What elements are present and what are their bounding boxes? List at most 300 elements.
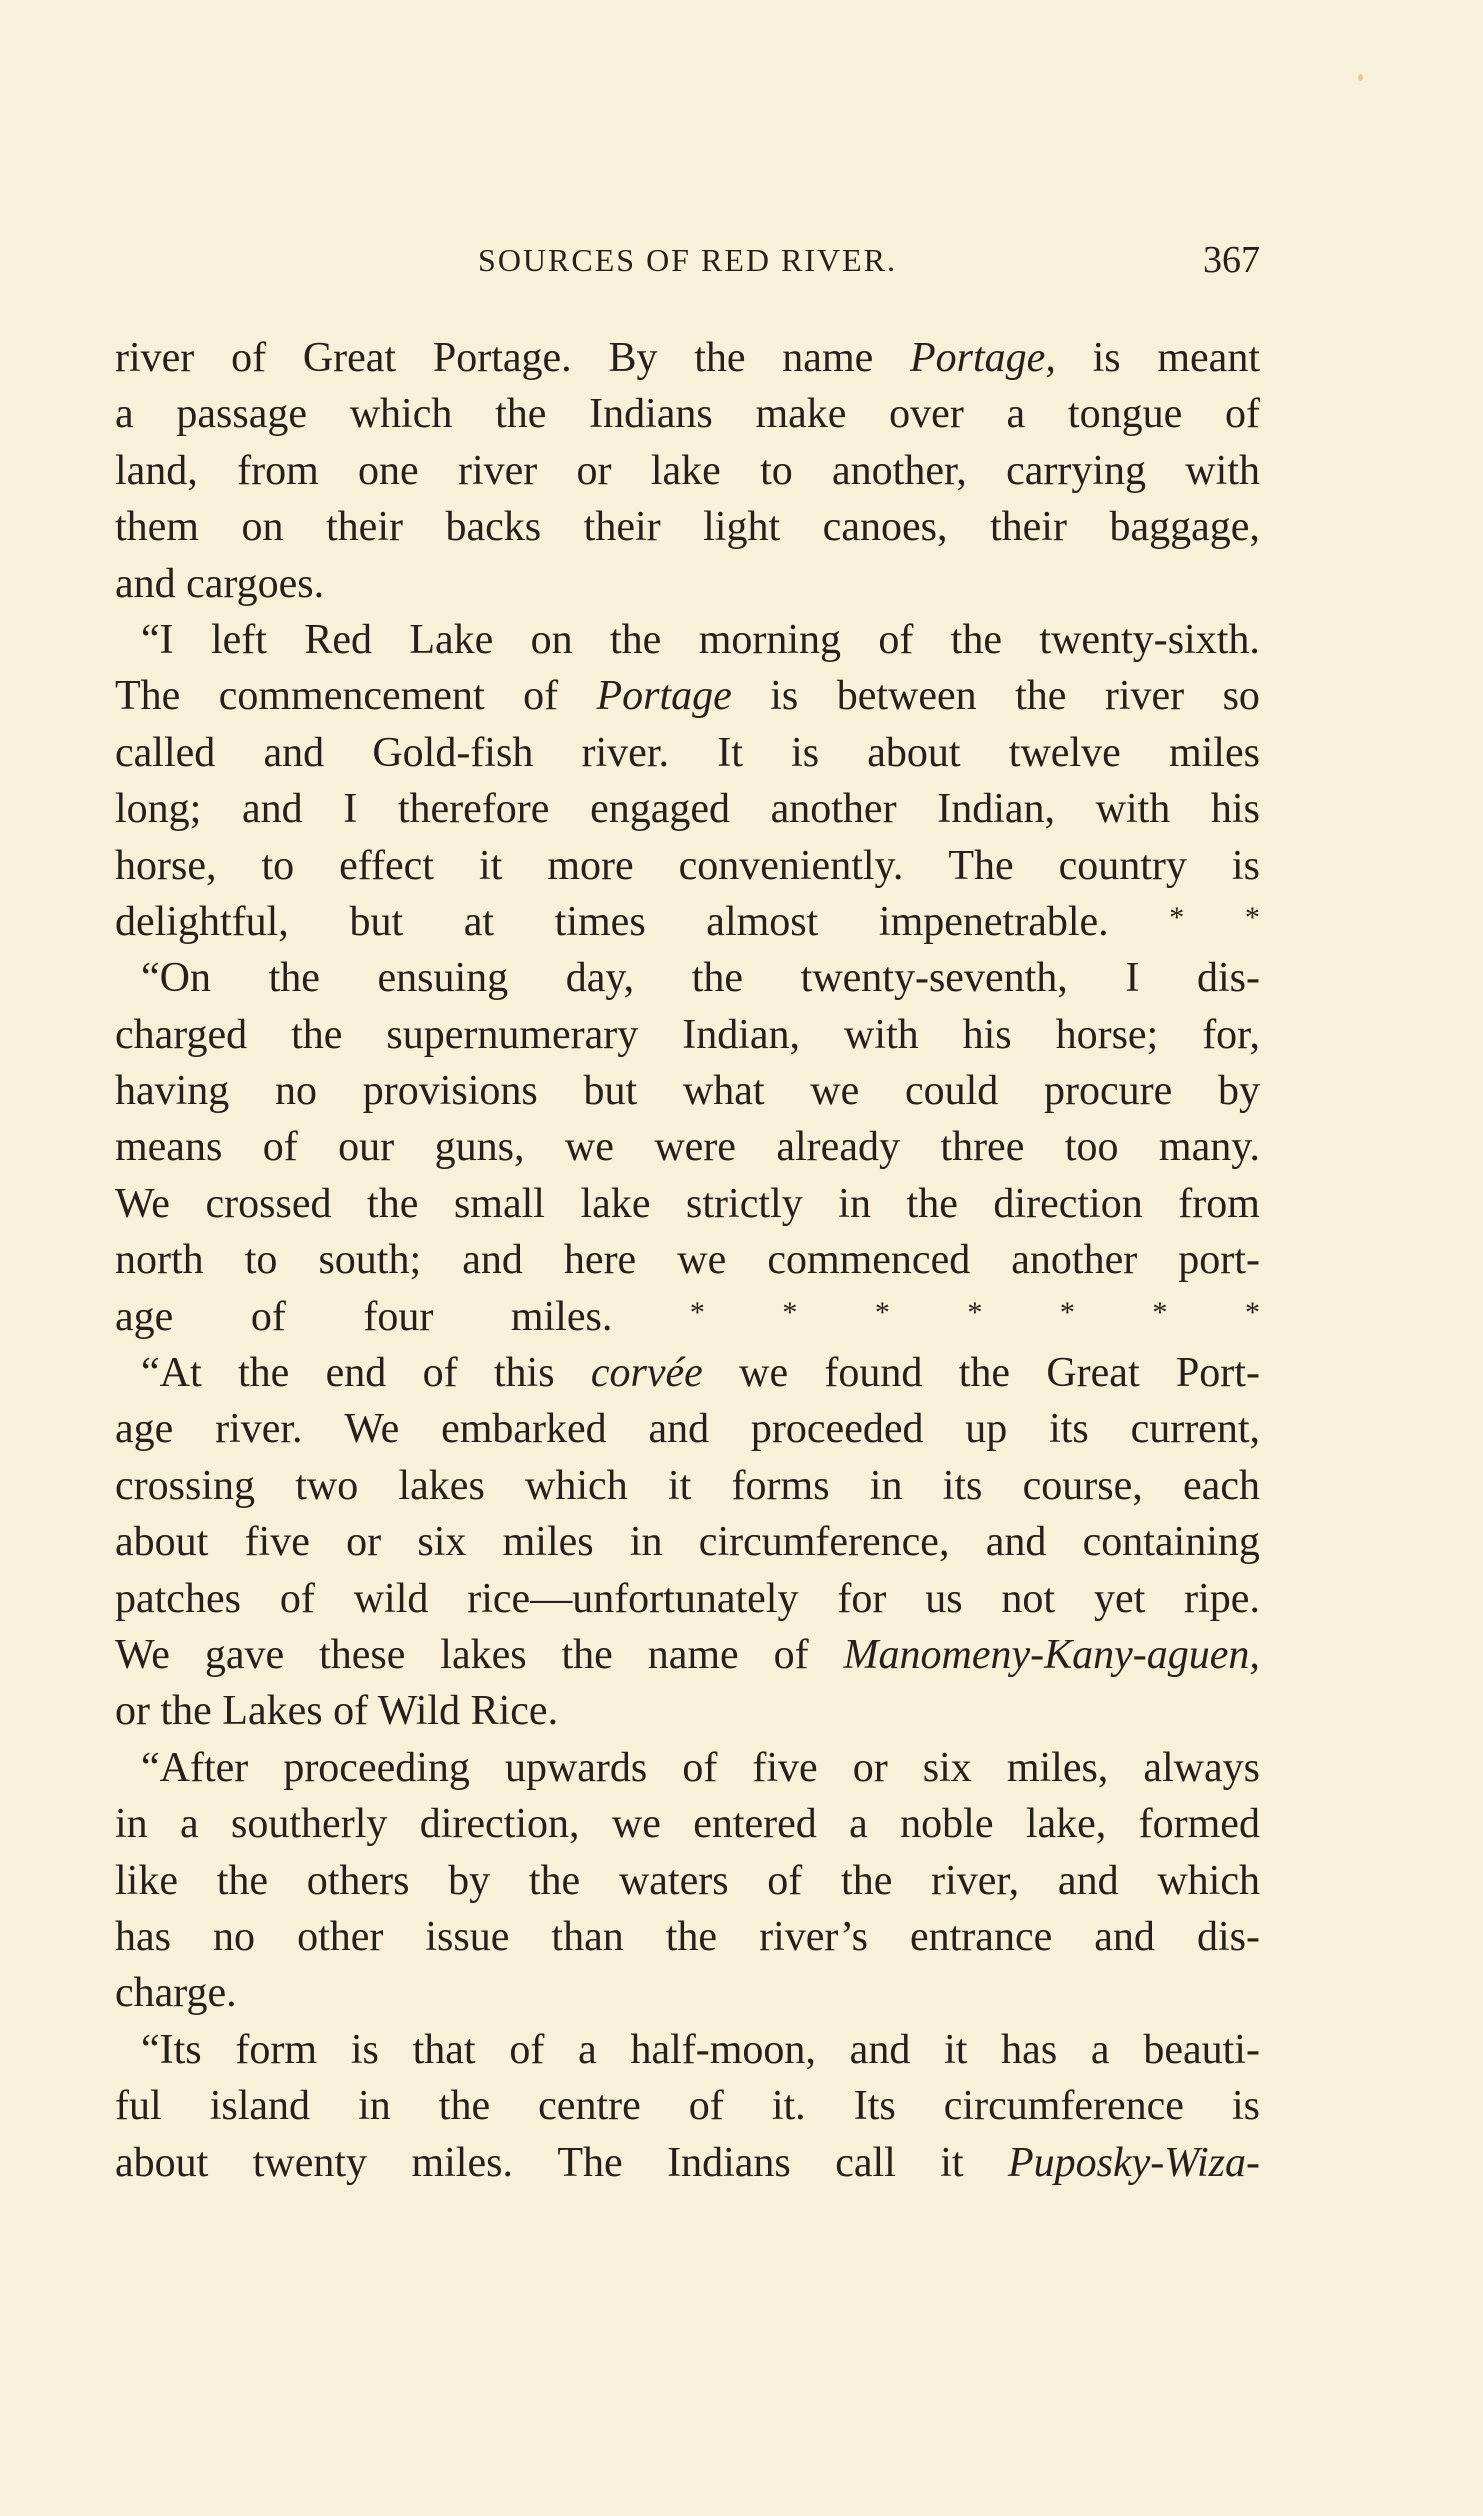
- word: lakes: [440, 1631, 527, 1678]
- word: their: [326, 504, 403, 551]
- word: delightful,: [115, 898, 289, 945]
- word: small: [453, 1180, 545, 1227]
- word: the: [367, 1180, 419, 1227]
- word: of: [262, 1124, 298, 1171]
- word: rice—unfortunately: [467, 1575, 799, 1622]
- text-line: [115, 1571, 1260, 1627]
- word: is: [770, 673, 799, 720]
- word: the: [291, 1011, 343, 1058]
- word: By: [608, 335, 658, 381]
- word: Indian,: [682, 1011, 801, 1058]
- word: canoes,: [822, 504, 948, 551]
- text-line: [115, 1007, 1260, 1063]
- word: the: [906, 1180, 958, 1227]
- word: others: [306, 1857, 410, 1904]
- word: wild: [353, 1575, 429, 1622]
- word: of: [523, 673, 559, 720]
- word: we: [564, 1124, 614, 1171]
- word: engaged: [590, 786, 730, 833]
- word: and: [263, 729, 325, 776]
- word: and: [1094, 1913, 1155, 1960]
- word: of: [250, 1293, 286, 1340]
- text-line: [115, 443, 1260, 499]
- running-title: SOURCES OF RED RIVER.: [478, 242, 897, 278]
- word: and: [1057, 1857, 1119, 1904]
- text-line: [115, 330, 1260, 386]
- word: crossed: [205, 1180, 332, 1227]
- word: to: [760, 447, 793, 494]
- word: the: [237, 1350, 290, 1397]
- word: river.: [215, 1406, 303, 1453]
- word: circumference,: [698, 1519, 950, 1566]
- word: these: [319, 1631, 406, 1678]
- text-line: [115, 499, 1260, 555]
- word: it.: [771, 2083, 806, 2130]
- word: miles: [1168, 729, 1260, 776]
- word: horse;: [1055, 1011, 1159, 1058]
- text-line: [115, 1063, 1260, 1119]
- word: “Its: [141, 2026, 202, 2073]
- word: charged: [115, 1011, 248, 1058]
- word: miles,: [1006, 1744, 1109, 1791]
- italic-term: Puposky-Wiza-: [1008, 2139, 1260, 2186]
- word: the: [691, 955, 744, 1002]
- word: to: [244, 1237, 278, 1284]
- word: half-moon,: [630, 2026, 816, 2073]
- word: Portage.: [432, 335, 572, 381]
- word: four: [363, 1293, 434, 1340]
- word: us: [925, 1575, 963, 1622]
- word: issue: [425, 1913, 510, 1960]
- italic-term: Portage: [596, 673, 732, 720]
- word: I: [1125, 955, 1140, 1002]
- word: another: [770, 786, 897, 833]
- word: and: [241, 786, 303, 833]
- word: gave: [204, 1631, 285, 1678]
- word: six: [417, 1519, 467, 1566]
- word: current,: [1130, 1406, 1260, 1453]
- word: its: [942, 1462, 983, 1509]
- word: and: [849, 2026, 911, 2073]
- word: effect: [339, 842, 434, 889]
- text-line: [115, 725, 1260, 781]
- word: a: [115, 391, 134, 438]
- text-line: [115, 668, 1260, 724]
- word: river’s: [759, 1913, 868, 1960]
- word: day,: [565, 955, 635, 1002]
- word: “I: [141, 616, 174, 663]
- word: or: [346, 1519, 382, 1566]
- word: and cargoes.: [115, 560, 325, 607]
- ellipsis-asterisk: *: [1169, 900, 1185, 934]
- word: north: [115, 1237, 204, 1284]
- word: the: [268, 955, 320, 1002]
- text-line: [115, 1176, 1260, 1232]
- word: always: [1143, 1744, 1260, 1791]
- word: over: [889, 391, 964, 438]
- word: We: [115, 1631, 170, 1678]
- word: backs: [445, 504, 542, 551]
- word: or the Lakes of Wild Rice.: [115, 1688, 559, 1735]
- word: lakes: [398, 1462, 485, 1509]
- word: call: [835, 2139, 896, 2186]
- word: Its: [853, 2083, 896, 2130]
- word: in: [869, 1462, 903, 1509]
- ellipsis-asterisk: *: [967, 1295, 983, 1329]
- word: which: [525, 1462, 628, 1509]
- word: we: [810, 1068, 860, 1115]
- word: yet: [1093, 1575, 1146, 1622]
- word: dis-: [1196, 1913, 1260, 1960]
- word: by: [448, 1857, 491, 1904]
- italic-term: Manomeny-Kany-aguen,: [843, 1631, 1260, 1678]
- word: we: [677, 1237, 727, 1284]
- word: in: [629, 1519, 663, 1566]
- word: dis-: [1196, 955, 1260, 1002]
- word: country: [1058, 842, 1187, 889]
- word: river: [457, 447, 538, 494]
- word: five: [244, 1519, 310, 1566]
- word: at: [463, 898, 495, 945]
- word: the: [1015, 673, 1067, 720]
- word: upwards: [504, 1744, 648, 1791]
- word: twelve: [1008, 729, 1121, 776]
- text-line: [115, 1853, 1260, 1909]
- page-number: 367: [1203, 239, 1260, 281]
- word: miles: [502, 1519, 594, 1566]
- word: a: [578, 2026, 597, 2073]
- word: light: [703, 504, 781, 551]
- word: island: [209, 2083, 311, 2130]
- word: commencement: [218, 673, 485, 720]
- text-line: [115, 1458, 1260, 1514]
- word: the: [216, 1857, 269, 1904]
- word: and: [462, 1237, 523, 1284]
- word: is: [791, 729, 820, 776]
- word: the: [610, 616, 662, 663]
- word: south;: [318, 1237, 422, 1284]
- text-line: [115, 1289, 1260, 1345]
- word: lake: [650, 447, 721, 494]
- word: miles.: [510, 1293, 613, 1340]
- word: already: [776, 1124, 900, 1171]
- word: of: [773, 1631, 809, 1678]
- ellipsis-asterisk: *: [782, 1295, 798, 1329]
- word: southerly: [231, 1801, 388, 1848]
- word: of: [231, 335, 267, 381]
- word: almost: [706, 898, 819, 945]
- word: on: [241, 504, 284, 551]
- word: the: [950, 616, 1003, 663]
- word: carrying: [1006, 447, 1146, 494]
- word: lake,: [1025, 1801, 1107, 1848]
- word: is: [1231, 2083, 1260, 2130]
- word: river: [115, 335, 195, 381]
- ellipsis-asterisk: *: [689, 1295, 705, 1329]
- word: called: [115, 729, 216, 776]
- word: I: [343, 786, 358, 833]
- text-line: [115, 1740, 1260, 1796]
- word: We: [344, 1406, 400, 1453]
- word: twenty-sixth.: [1039, 616, 1260, 663]
- word: ripe.: [1184, 1575, 1260, 1622]
- italic-term: corvée: [590, 1350, 703, 1397]
- word: a: [1006, 391, 1026, 438]
- word: Red: [304, 616, 372, 663]
- word: their: [583, 504, 661, 551]
- word: than: [551, 1913, 624, 1960]
- word: ensuing: [377, 955, 509, 1002]
- word: it: [478, 842, 503, 889]
- word: waters: [618, 1857, 729, 1904]
- word: their: [989, 504, 1067, 551]
- word: charge.: [115, 1970, 237, 2017]
- word: conveniently.: [678, 842, 904, 889]
- word: the: [665, 1913, 718, 1960]
- word: the: [495, 391, 547, 438]
- ellipsis-asterisk: *: [1059, 1295, 1075, 1329]
- word: by: [1217, 1068, 1260, 1115]
- word: patches: [115, 1575, 241, 1622]
- word: six: [922, 1744, 972, 1791]
- word: it: [940, 2139, 964, 2186]
- word: this: [493, 1350, 555, 1397]
- word: about: [115, 1519, 209, 1566]
- word: “On: [141, 955, 211, 1002]
- word: river: [1104, 673, 1185, 720]
- word: with: [1095, 786, 1171, 833]
- word: one: [358, 447, 419, 494]
- word: name: [647, 1631, 739, 1678]
- text-line: [115, 838, 1260, 894]
- text-line: [115, 1119, 1260, 1175]
- word: has: [115, 1913, 171, 1960]
- word: what: [682, 1068, 765, 1115]
- word: river.: [581, 729, 669, 776]
- word: it: [667, 1462, 692, 1509]
- word: Lake: [409, 616, 494, 663]
- word: of: [688, 2083, 724, 2130]
- word: Indian,: [937, 786, 1055, 833]
- word: a: [849, 1801, 868, 1848]
- text-line: [115, 1796, 1260, 1852]
- word: of: [767, 1857, 803, 1904]
- word: which: [1157, 1857, 1260, 1904]
- ellipsis-asterisk: *: [874, 1295, 890, 1329]
- word: for,: [1202, 1011, 1260, 1058]
- word: up: [965, 1406, 1008, 1453]
- word: with: [1185, 447, 1260, 494]
- word: The: [948, 842, 1014, 889]
- word: containing: [1082, 1519, 1260, 1566]
- word: between: [836, 673, 977, 720]
- text-line: [115, 1345, 1260, 1401]
- word: entrance: [910, 1913, 1053, 1960]
- word: Great: [302, 335, 397, 381]
- word: twenty: [252, 2139, 368, 2186]
- word: port-: [1178, 1237, 1260, 1284]
- word: beauti-: [1143, 2026, 1260, 2073]
- text-line: [115, 1232, 1260, 1288]
- word: provisions: [362, 1068, 538, 1115]
- word: three: [940, 1124, 1025, 1171]
- word: in: [838, 1180, 871, 1227]
- text-line: [115, 1683, 1260, 1739]
- running-head: [115, 238, 1260, 298]
- word: his: [962, 1011, 1012, 1058]
- word: We: [115, 1180, 170, 1227]
- word: the: [694, 335, 746, 381]
- word: Gold-fish: [372, 729, 534, 776]
- word: like: [115, 1857, 178, 1904]
- text-line: [115, 1401, 1260, 1457]
- word: age: [115, 1406, 174, 1453]
- ellipsis-asterisk: *: [1244, 1295, 1260, 1329]
- word: horse,: [115, 842, 217, 889]
- word: morning: [698, 616, 842, 663]
- word: its: [1049, 1406, 1089, 1453]
- word: tongue: [1067, 391, 1183, 438]
- word: or: [852, 1744, 888, 1791]
- word: on: [530, 616, 573, 663]
- text-line: [115, 612, 1260, 668]
- word: for: [837, 1575, 887, 1622]
- word: another,: [832, 447, 967, 494]
- word: we: [739, 1350, 789, 1397]
- word: “At: [141, 1350, 202, 1397]
- word: passage: [176, 391, 307, 438]
- word: no: [275, 1068, 318, 1115]
- italic-term: Portage,: [910, 335, 1056, 381]
- word: or: [576, 447, 612, 494]
- word: another: [1011, 1237, 1138, 1284]
- word: left: [211, 616, 267, 663]
- word: age: [115, 1293, 174, 1340]
- word: more: [547, 842, 634, 889]
- word: here: [563, 1237, 637, 1284]
- text-line: [115, 1965, 1260, 2021]
- word: of: [1224, 391, 1260, 438]
- word: The: [115, 673, 181, 720]
- word: formed: [1138, 1801, 1260, 1848]
- word: two: [295, 1462, 359, 1509]
- word: river,: [931, 1857, 1020, 1904]
- word: entered: [693, 1801, 817, 1848]
- word: meant: [1157, 335, 1260, 381]
- word: The: [557, 2139, 623, 2186]
- word: not: [1001, 1575, 1056, 1622]
- text-line: [115, 781, 1260, 837]
- word: but: [583, 1068, 638, 1115]
- word: lake: [580, 1180, 651, 1227]
- word: embarked: [441, 1406, 607, 1453]
- word: other: [297, 1913, 384, 1960]
- word: direction,: [419, 1801, 580, 1848]
- word: guns,: [434, 1124, 525, 1171]
- word: about: [115, 2139, 209, 2186]
- word: It: [717, 729, 743, 776]
- word: forms: [731, 1462, 830, 1509]
- word: and: [985, 1519, 1047, 1566]
- word: of: [682, 1744, 718, 1791]
- text-line: [115, 556, 1260, 612]
- word: were: [654, 1124, 736, 1171]
- word: of: [279, 1575, 315, 1622]
- word: a: [180, 1801, 199, 1848]
- word: has: [1001, 2026, 1058, 2073]
- text-line: [115, 894, 1260, 950]
- word: in: [115, 1801, 148, 1848]
- word: of: [422, 1350, 458, 1397]
- word: make: [755, 391, 847, 438]
- body-text: [115, 330, 1260, 2191]
- word: found: [824, 1350, 923, 1397]
- word: means: [115, 1124, 223, 1171]
- text-line: [115, 1514, 1260, 1570]
- word: to: [261, 842, 295, 889]
- word: the: [438, 2083, 491, 2130]
- word: we: [611, 1801, 661, 1848]
- word: commenced: [767, 1237, 971, 1284]
- word: direction: [993, 1180, 1143, 1227]
- paper-speck: [1358, 74, 1363, 81]
- word: it: [944, 2026, 968, 2073]
- word: our: [338, 1124, 395, 1171]
- word: of: [878, 616, 914, 663]
- word: from: [1178, 1180, 1260, 1227]
- text-line: [115, 2078, 1260, 2134]
- word: strictly: [686, 1180, 803, 1227]
- word: each: [1183, 1462, 1260, 1509]
- word: with: [843, 1011, 919, 1058]
- word: so: [1222, 673, 1260, 720]
- word: the: [958, 1350, 1011, 1397]
- word: Indians: [589, 391, 713, 438]
- word: Great: [1046, 1350, 1140, 1397]
- word: circumference: [943, 2083, 1184, 2130]
- word: about: [867, 729, 961, 776]
- word: the: [528, 1857, 581, 1904]
- word: is: [1231, 842, 1260, 889]
- word: proceeded: [750, 1406, 924, 1453]
- word: is: [1092, 335, 1121, 381]
- word: but: [349, 898, 404, 945]
- text-line: [115, 2135, 1260, 2191]
- word: could: [904, 1068, 999, 1115]
- word: noble: [900, 1801, 994, 1848]
- word: of: [509, 2026, 545, 2073]
- word: baggage,: [1109, 504, 1260, 551]
- word: land,: [115, 447, 198, 494]
- word: no: [213, 1913, 256, 1960]
- text-line: [115, 1627, 1260, 1683]
- word: too: [1064, 1124, 1119, 1171]
- word: crossing: [115, 1462, 255, 1509]
- word: therefore: [397, 786, 550, 833]
- text-line: [115, 386, 1260, 442]
- text-line: [115, 950, 1260, 1006]
- word: ful: [115, 2083, 162, 2130]
- word: them: [115, 504, 199, 551]
- word: Indians: [667, 2139, 791, 2186]
- word: which: [349, 391, 453, 438]
- word: times: [554, 898, 646, 945]
- word: and: [648, 1406, 710, 1453]
- word: procure: [1043, 1068, 1173, 1115]
- text-line: [115, 2022, 1260, 2078]
- word: form: [235, 2026, 318, 2073]
- word: course,: [1022, 1462, 1143, 1509]
